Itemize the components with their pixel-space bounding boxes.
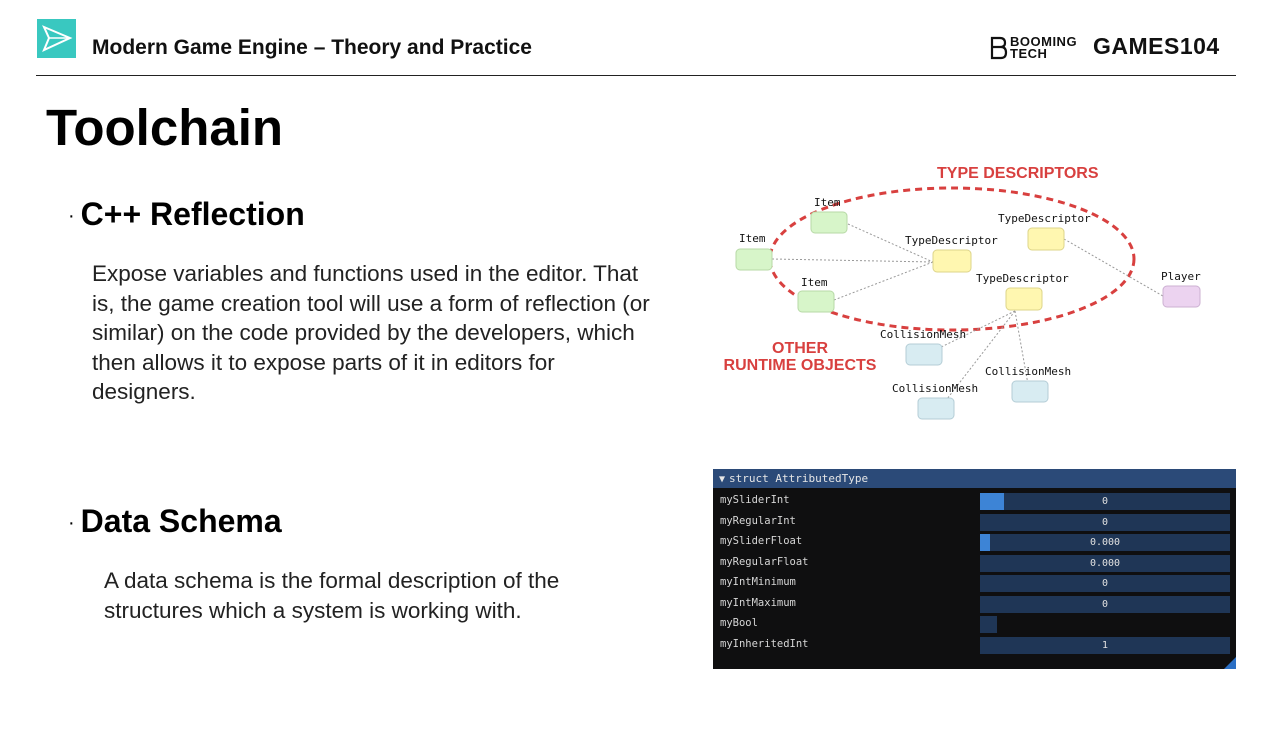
header-divider <box>36 75 1236 76</box>
typedescriptor-node-bottom <box>1006 288 1042 310</box>
inherited-int-field[interactable] <box>980 637 1230 654</box>
course-logo-icon <box>37 19 76 58</box>
booming-b-icon <box>990 36 1008 60</box>
item-node-top <box>811 212 847 233</box>
bullet-cpp-reflection <box>68 196 305 233</box>
other-label-line2: RUNTIME OBJECTS <box>723 357 877 374</box>
other-label-line1: OTHER <box>772 340 828 357</box>
attributed-type-panel <box>713 469 1236 669</box>
games104-logo: GAMES104 <box>1093 33 1220 59</box>
property-row <box>713 572 1236 592</box>
reflection-diagram <box>718 156 1238 428</box>
property-row <box>713 634 1236 654</box>
typedescriptor-node-bottom-label: TypeDescriptor <box>976 272 1069 285</box>
property-value: 0 <box>1101 599 1109 610</box>
typedescriptor-node-top-right-label: TypeDescriptor <box>998 212 1091 225</box>
property-row <box>713 552 1236 572</box>
property-row <box>713 613 1236 633</box>
type-descriptors-label: TYPE DESCRIPTORS <box>937 165 1099 182</box>
booming-text: BOOMING <box>1010 34 1078 49</box>
property-label: mySliderInt <box>720 494 790 506</box>
property-label: myInheritedInt <box>720 638 809 650</box>
property-value: 0.000 <box>1089 558 1121 569</box>
property-value: 0 <box>1101 496 1109 507</box>
property-label: myRegularInt <box>720 515 796 527</box>
int-maximum-field[interactable] <box>980 596 1230 613</box>
property-label: myRegularFloat <box>720 556 809 568</box>
collisionmesh-node-2-label: CollisionMesh <box>985 365 1072 378</box>
collisionmesh-node-3 <box>918 398 954 419</box>
bullet-dot: · <box>68 205 75 228</box>
course-title: Modern Game Engine – Theory and Practice <box>92 36 532 59</box>
collisionmesh-node-1-label: CollisionMesh <box>880 328 967 341</box>
item-node-bottom <box>798 291 834 312</box>
booming-tech-logo <box>990 34 1082 64</box>
typedescriptor-node-center <box>933 250 971 272</box>
typedescriptor-node-top-right <box>1028 228 1064 250</box>
property-label: mySliderFloat <box>720 535 803 547</box>
collisionmesh-node-2 <box>1012 381 1048 402</box>
property-label: myIntMinimum <box>720 576 796 588</box>
player-node-label: Player <box>1161 270 1201 283</box>
reflection-description: Expose variables and functions used in the editor. That is, the game creation tool will use a form of reflection (or similar) on the code provided by the developers, which then allows it to expose parts of it in editors for designers. <box>92 261 650 405</box>
item-node-left <box>736 249 772 270</box>
item-node-left-label: Item <box>739 232 766 245</box>
schema-description: A data schema is the formal description of the structures which a system is working with. <box>104 568 560 623</box>
collisionmesh-node-1 <box>906 344 942 365</box>
bullet-data-schema <box>68 503 282 540</box>
collapse-triangle-icon[interactable]: ▼ <box>719 474 726 485</box>
property-label: myBool <box>720 617 758 629</box>
player-node <box>1163 286 1200 307</box>
typedescriptor-node-center-label: TypeDescriptor <box>905 234 998 247</box>
bullet-heading: Data Schema <box>80 503 282 539</box>
property-row <box>713 593 1236 613</box>
regular-float-field[interactable] <box>980 555 1230 572</box>
property-value: 1 <box>1101 640 1109 651</box>
slider-int-field[interactable] <box>980 493 1230 510</box>
property-value: 0 <box>1101 578 1109 589</box>
property-row <box>713 490 1236 510</box>
property-row <box>713 511 1236 531</box>
panel-header[interactable] <box>713 469 1236 488</box>
property-row <box>713 531 1236 551</box>
slide-title: Toolchain <box>46 99 284 156</box>
property-value: 0 <box>1101 517 1109 528</box>
bullet-dot: · <box>68 512 75 535</box>
resize-grip-icon[interactable] <box>1224 657 1236 669</box>
tech-text: TECH <box>1010 46 1048 61</box>
property-value: 0.000 <box>1089 537 1121 548</box>
panel-header-title: struct AttributedType <box>729 472 869 485</box>
bullet-heading: C++ Reflection <box>80 196 305 232</box>
item-node-top-label: Item <box>814 196 841 209</box>
item-node-bottom-label: Item <box>801 276 828 289</box>
bool-checkbox[interactable] <box>980 616 997 633</box>
slider-float-field[interactable] <box>980 534 1230 551</box>
int-minimum-field[interactable] <box>980 575 1230 592</box>
property-label: myIntMaximum <box>720 597 796 609</box>
collisionmesh-node-3-label: CollisionMesh <box>892 382 979 395</box>
regular-int-field[interactable] <box>980 514 1230 531</box>
